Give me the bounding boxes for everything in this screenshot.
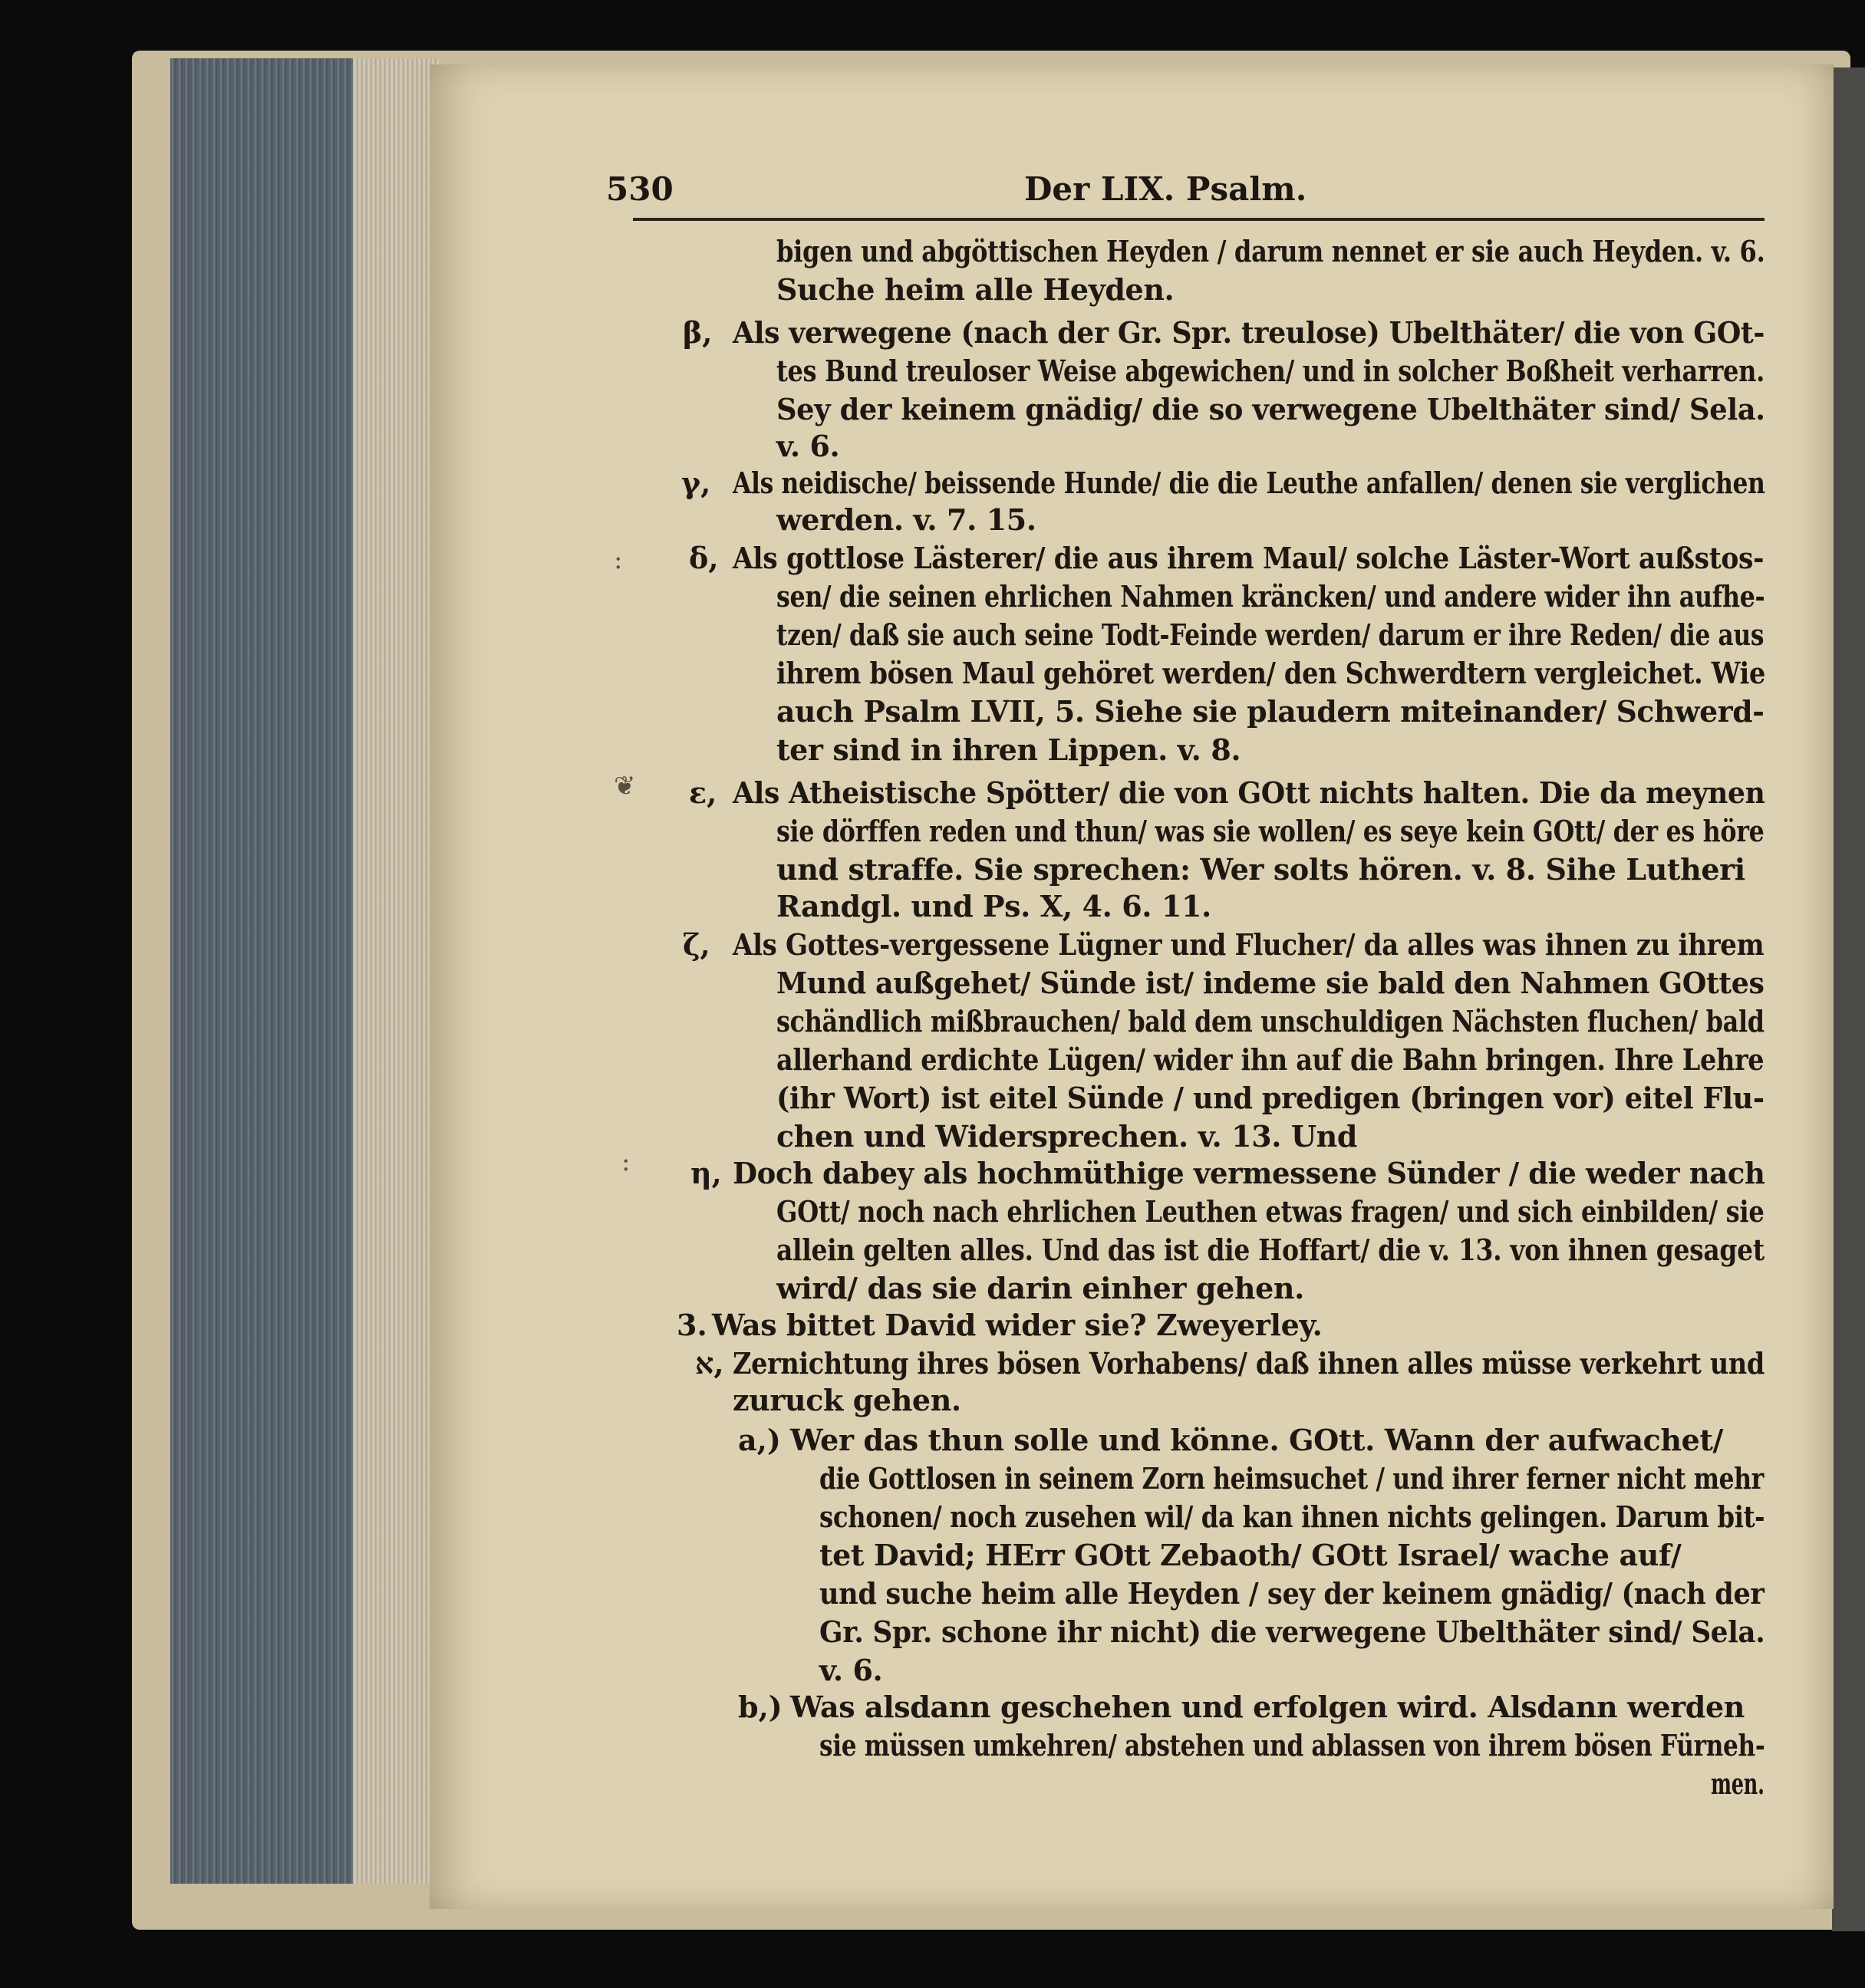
text-line: Doch dabey als hochmüthige vermessene Sünder / die weder nach — [733, 1156, 1765, 1190]
text-line: zuruck gehen. — [733, 1383, 961, 1417]
text-line: auch Psalm LVII, 5. Siehe sie plaudern miteinander/ Schwerd- — [776, 694, 1765, 729]
item-marker: ε, — [689, 775, 717, 810]
text-line: Als Gottes-vergessene Lügner und Flucher/ da alles was ihnen zu ihrem — [733, 927, 1765, 962]
text-line: Mund außgehet/ Sünde ist/ indeme sie bald den Nahmen GOttes — [776, 966, 1765, 1000]
text-line: Als verwegene (nach der Gr. Spr. treulose) Ubelthäter/ die von GOt- — [733, 315, 1765, 350]
text-line: allerhand erdichte Lügen/ wider ihn auf die Bahn bringen. Ihre Lehre — [776, 1042, 1765, 1077]
margin-mark: ❦ — [614, 771, 636, 801]
page-number: 530 — [606, 170, 674, 208]
text-line: sen/ die seinen ehrlichen Nahmen kräncken/ und andere wider ihn aufhe- — [776, 579, 1765, 614]
item-marker: β, — [683, 315, 713, 350]
text-line: tet David; HErr GOtt Zebaoth/ GOtt Israel/ wache auf/ — [819, 1538, 1682, 1572]
text-line: v. 6. — [776, 429, 840, 463]
text-line: schonen/ noch zusehen wil/ da kan ihnen nichts gelingen. Darum bit- — [819, 1499, 1765, 1534]
catchword: men. — [1711, 1766, 1765, 1801]
text-line: werden. v. 7. 15. — [776, 502, 1036, 537]
text-line: sie dörffen reden und thun/ was sie wollen/ es seye kein GOtt/ der es höre — [776, 814, 1765, 848]
item-marker: א, — [695, 1346, 724, 1381]
item-marker: b,) — [738, 1690, 783, 1724]
text-line: Was alsdann geschehen und erfolgen wird. Alsdann werden — [790, 1690, 1745, 1724]
running-title: Der LIX. Psalm. — [1024, 170, 1307, 208]
text-line: ter sind in ihren Lippen. v. 8. — [776, 732, 1241, 767]
item-marker: γ, — [681, 466, 711, 500]
text-line: ihrem bösen Maul gehöret werden/ den Schwerdtern vergleichet. Wie — [776, 656, 1765, 690]
text-line: Als gottlose Lästerer/ die aus ihrem Maul/ solche Läster-Wort außstos- — [733, 541, 1765, 575]
text-line: die Gottlosen in seinem Zorn heimsuchet / und ihrer ferner nicht mehr — [819, 1461, 1765, 1496]
text-line: chen und Widersprechen. v. 13. Und — [776, 1119, 1358, 1154]
text-line: und straffe. Sie sprechen: Wer solts hören. v. 8. Sihe Lutheri — [776, 852, 1745, 887]
text-line: Randgl. und Ps. X, 4. 6. 11. — [776, 889, 1211, 923]
item-marker: δ, — [689, 541, 719, 575]
text-line: Suche heim alle Heyden. — [776, 272, 1175, 307]
text-line: Wer das thun solle und könne. GOtt. Wann der aufwachet/ — [790, 1423, 1724, 1457]
page-header — [606, 170, 1757, 209]
page-edges-inner — [353, 58, 439, 1884]
text-line: GOtt/ noch nach ehrlichen Leuthen etwas fragen/ und sich einbilden/ sie — [776, 1194, 1765, 1229]
text-line: sie müssen umkehren/ abstehen und ablassen von ihrem bösen Fürneh- — [819, 1728, 1765, 1763]
text-line: und suche heim alle Heyden / sey der keinem gnädig/ (nach der — [819, 1576, 1765, 1611]
item-marker: η, — [690, 1156, 722, 1190]
header-rule — [633, 218, 1765, 221]
margin-mark: : — [614, 545, 623, 575]
text-line: allein gelten alles. Und das ist die Hoffart/ die v. 13. von ihnen gesaget — [776, 1233, 1765, 1267]
text-line: wird/ das sie darin einher gehen. — [776, 1271, 1304, 1305]
text-line: Was bittet David wider sie? Zweyerley. — [712, 1308, 1323, 1342]
text-line: tes Bund treuloser Weise abgewichen/ und in solcher Boßheit verharren. — [776, 354, 1765, 388]
item-marker: ζ, — [683, 927, 710, 962]
item-marker: 3. — [677, 1308, 707, 1342]
text-line: (ihr Wort) ist eitel Sünde / und predigen (bringen vor) eitel Flu- — [776, 1081, 1765, 1115]
margin-mark: : — [621, 1147, 631, 1177]
text-line: Sey der keinem gnädig/ die so verwegene Ubelthäter sind/ Sela. — [776, 392, 1765, 426]
text-line: Zernichtung ihres bösen Vorhabens/ daß ihnen alles müsse verkehrt und — [733, 1346, 1765, 1381]
item-marker: a,) — [738, 1423, 781, 1457]
text-line: Als neidische/ beissende Hunde/ die die Leuthe anfallen/ denen sie verglichen — [733, 466, 1765, 500]
text-line: schändlich mißbrauchen/ bald dem unschuldigen Nächsten fluchen/ bald — [776, 1004, 1765, 1038]
text-line: v. 6. — [819, 1653, 883, 1687]
text-line: bigen und abgöttischen Heyden / darum nennet er sie auch Heyden. v. 6. — [776, 234, 1765, 268]
text-line: Gr. Spr. schone ihr nicht) die verwegene Ubelthäter sind/ Sela. — [819, 1614, 1765, 1649]
text-line: Als Atheistische Spötter/ die von GOtt nichts halten. Die da meynen — [733, 775, 1765, 810]
text-line: tzen/ daß sie auch seine Todt-Feinde werden/ darum er ihre Reden/ die aus — [776, 617, 1765, 652]
facing-page-edge — [1832, 67, 1865, 1931]
